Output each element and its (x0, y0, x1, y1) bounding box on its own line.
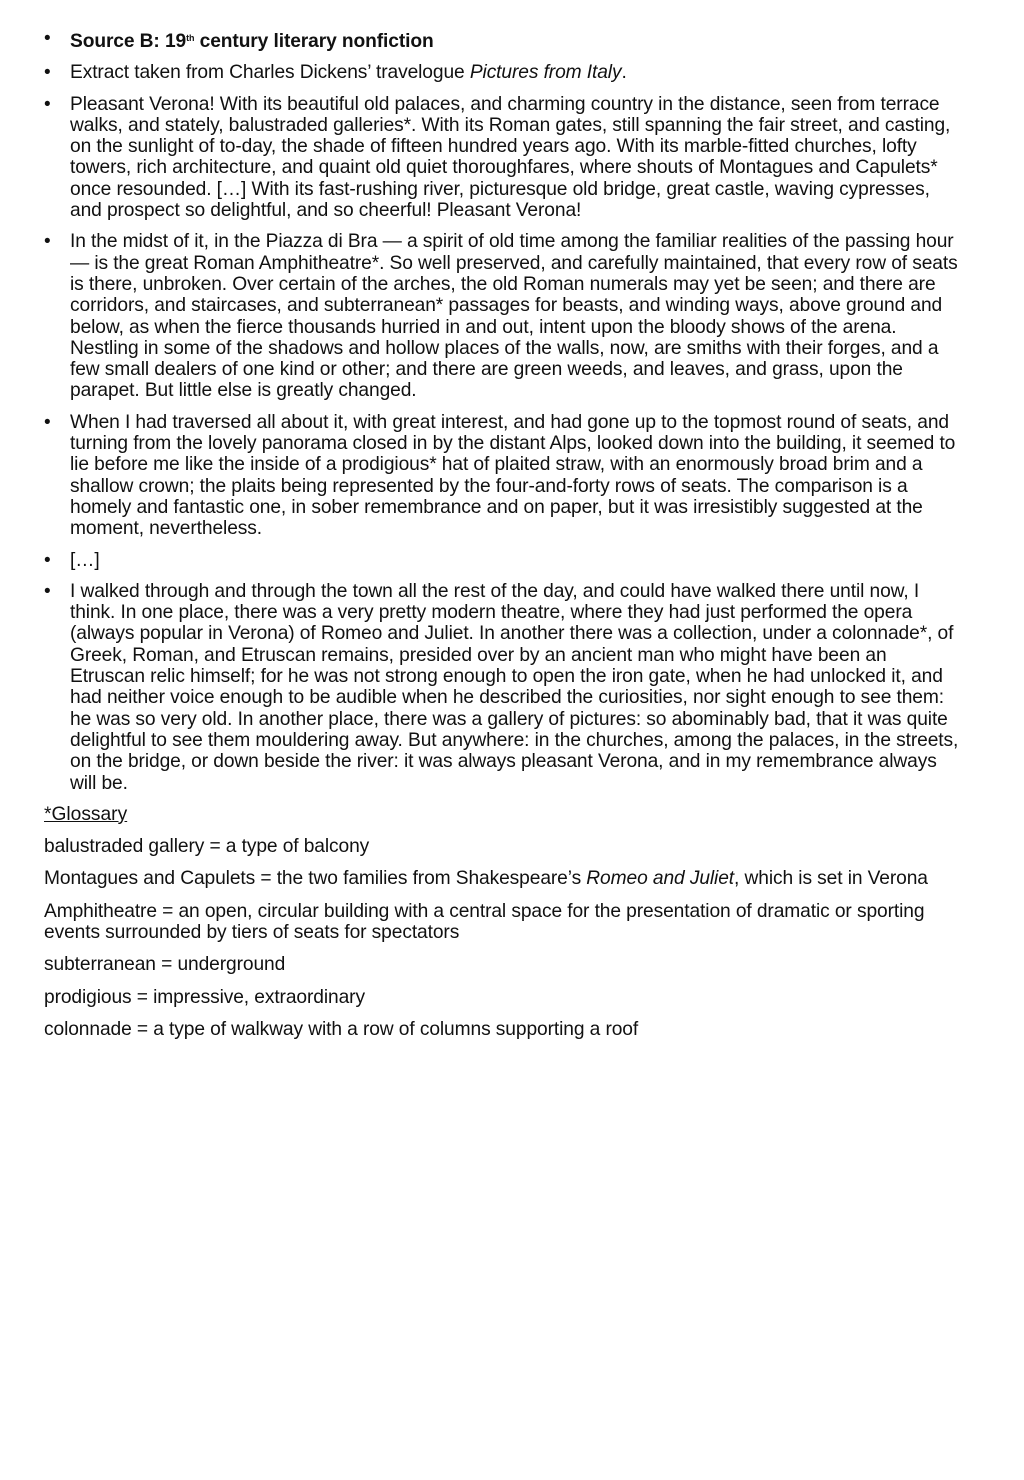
glossary-entry: colonnade = a type of walkway with a row of columns supporting a roof (44, 1018, 639, 1040)
glossary-entry: prodigious = impressive, extraordinary (44, 986, 365, 1008)
source-heading: Source B: 19th century literary nonfiction (70, 31, 434, 52)
ellipsis-item (44, 550, 964, 571)
ellipsis-text: […] (70, 549, 100, 571)
bullet-icon: • (44, 411, 51, 433)
paragraph-item (44, 412, 964, 540)
paragraph-item (44, 581, 964, 794)
paragraph-item (44, 94, 964, 222)
book-title: Pictures from Italy (469, 62, 622, 84)
paragraph-text: Pleasant Verona! With its beautiful old palaces, and charming country in the distance, seen from terrace walks, and stately, balustraded galleries*. With its Roman gates, still spanning the fair street, and casting, on the sunlight of to-day, the shade of fifteen hundred years ago. With its marble-fitted churches, lofty towers, rich architecture, and quaint old quiet thoroughfares, where shouts of Montagues and Capulets* once resounded. […] With its fast-rushing river, picturesque old bridge, great castle, waving cypresses, and prospect so delightful, and so cheerful! Pleasant Verona! (70, 93, 951, 222)
paragraph-text: In the midst of it, in the Piazza di Bra — a spirit of old time among the familiar realities of the passing hour — is the great Roman Amphitheatre*. So well preserved, and carefully maintained, that every row of seats is there, unbroken. Over certain of the arches, the old Roman numerals may yet be seen; and there are corridors, and staircases, and subterranean* passages for beasts, and winding ways, above ground and below, as when the fierce thousands hurried in and out, intent upon the bloody shows of the arena. Nestling in some of the shadows and hollow places of the walls, now, are smiths with their forges, and a few small dealers of one kind or other; and there are green weeds, and leaves, and grass, upon the parapet. But little else is greatly changed. (70, 231, 958, 402)
bullet-icon: • (44, 549, 51, 571)
paragraph-item (44, 231, 964, 401)
glossary-entry: Amphitheatre = an open, circular building with a central space for the presentation of dramatic or sporting events surrounded by tiers of seats for spectators (44, 900, 925, 943)
bullet-icon: • (44, 28, 51, 49)
bullet-list (44, 28, 964, 794)
bullet-icon: • (44, 93, 51, 115)
glossary-entry: Montagues and Capulets = the two families from Shakespeare’s Romeo and Juliet, which is set in Verona (44, 868, 928, 890)
paragraph-text: When I had traversed all about it, with great interest, and had gone up to the topmost round of seats, and turning from the lovely panorama closed in by the distant Alps, looked down into the building, it seemed to lie before me like the inside of a prodigious* hat of plaited straw, with an enormously broad brim and a shallow crown; the plaits being represented by the four-and-forty rows of seats. The comparison is a homely and fantastic one, in sober remembrance and on paper, but it was irresistibly suggested at the moment, nevertheless. (70, 411, 956, 540)
bullet-icon: • (44, 231, 51, 253)
source-line: Extract taken from Charles Dickens’ travelogue Pictures from Italy. (70, 62, 627, 84)
source-line-item (44, 62, 964, 83)
bullet-icon: • (44, 62, 51, 84)
bullet-icon: • (44, 580, 51, 602)
glossary-title: *Glossary (44, 803, 128, 825)
heading-item (44, 28, 964, 52)
glossary-entry: balustraded gallery = a type of balcony (44, 836, 370, 858)
play-title: Romeo and Juliet (586, 868, 735, 890)
paragraph-text: I walked through and through the town all the rest of the day, and could have walked there until now, I think. In one place, there was a very pretty modern theatre, where they had just performed the opera (always popular in Verona) of Romeo and Juliet. In another there was a collection, under a colonnade*, of Greek, Roman, and Etruscan remains, presided over by an ancient man who might have been an Etruscan relic himself; for he was not strong enough to open the iron gate, when he had unlocked it, and had neither voice enough to be audible when he described the curiosities, nor sight enough to see them: he was so very old. In another place, there was a gallery of pictures: so abominably bad, that it was quite delightful to see them mouldering away. But anywhere: in the churches, among the palaces, in the streets, on the bridge, or down beside the river: it was always pleasant Verona, and in my remembrance always will be. (70, 580, 959, 794)
glossary-entry: subterranean = underground (44, 954, 286, 976)
glossary (44, 804, 964, 1040)
